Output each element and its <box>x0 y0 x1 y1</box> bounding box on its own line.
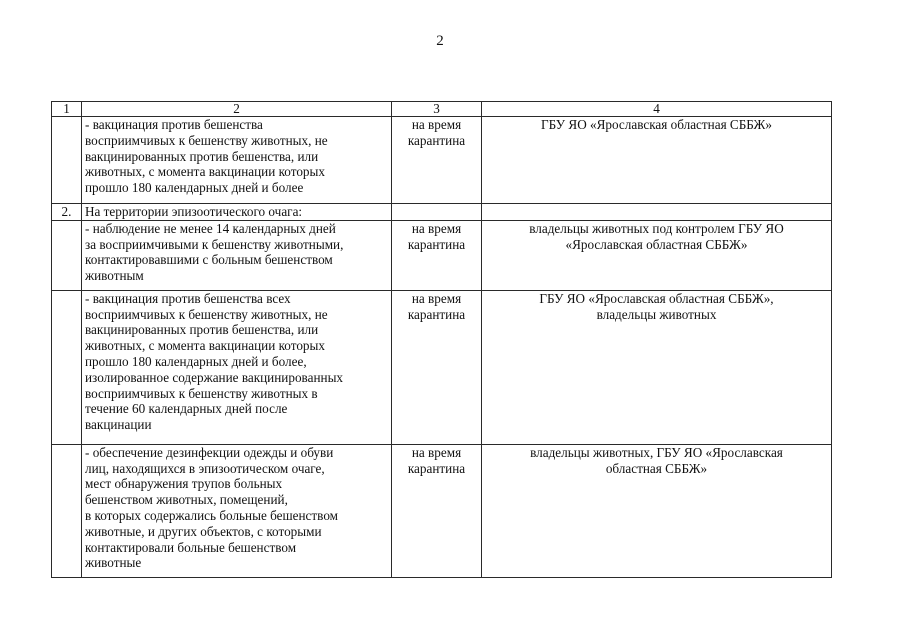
table-row <box>52 444 832 577</box>
table-row <box>52 117 832 204</box>
measure-executor <box>482 204 832 221</box>
row-number <box>52 444 82 577</box>
measure-description: - вакцинация против бешенства всех восприимчивых к бешенству животных, не вакцинированных против бешенства, или животных, с момента вакцинации которых прошло 180 календарных дней и более, изолированное содержание вакцинированных восприимчивых к бешенству животных в течение 60 календарных дней после вакцинации <box>82 290 392 444</box>
page-number: 2 <box>436 33 444 49</box>
section-heading: На территории эпизоотического очага: <box>82 204 392 221</box>
table-header-row <box>52 102 832 117</box>
measure-term <box>392 204 482 221</box>
measure-executor: ГБУ ЯО «Ярославская областная СББЖ» <box>482 117 832 204</box>
table-row <box>52 290 832 444</box>
measure-description: - вакцинация против бешенства восприимчивых к бешенству животных, не вакцинированных против бешенства, или животных, с момента вакцинации которых прошло 180 календарных дней и более <box>82 117 392 204</box>
measure-term: на время карантина <box>392 220 482 290</box>
measure-executor: владельцы животных, ГБУ ЯО «Ярославская областная СББЖ» <box>482 444 832 577</box>
measure-executor: ГБУ ЯО «Ярославская областная СББЖ», владельцы животных <box>482 290 832 444</box>
header-cell-3: 3 <box>392 102 482 117</box>
row-number <box>52 290 82 444</box>
row-number: 2. <box>52 204 82 221</box>
measure-term: на время карантина <box>392 290 482 444</box>
measures-table <box>51 101 832 578</box>
measure-term: на время карантина <box>392 444 482 577</box>
measure-executor: владельцы животных под контролем ГБУ ЯО «Ярославская областная СББЖ» <box>482 220 832 290</box>
measure-description: - наблюдение не менее 14 календарных дней за восприимчивыми к бешенству животными, контактировавшими с больным бешенством животным <box>82 220 392 290</box>
row-number <box>52 117 82 204</box>
row-number <box>52 220 82 290</box>
header-cell-1: 1 <box>52 102 82 117</box>
table-row <box>52 204 832 221</box>
header-cell-4: 4 <box>482 102 832 117</box>
header-cell-2: 2 <box>82 102 392 117</box>
measure-description: - обеспечение дезинфекции одежды и обуви лиц, находящихся в эпизоотическом очаге, мест обнаружения трупов больных бешенством животных, помещений, в которых содержались больные бешенством животные, и других объектов, с которыми контактировали больные бешенством животные <box>82 444 392 577</box>
table-row <box>52 220 832 290</box>
measure-term: на время карантина <box>392 117 482 204</box>
